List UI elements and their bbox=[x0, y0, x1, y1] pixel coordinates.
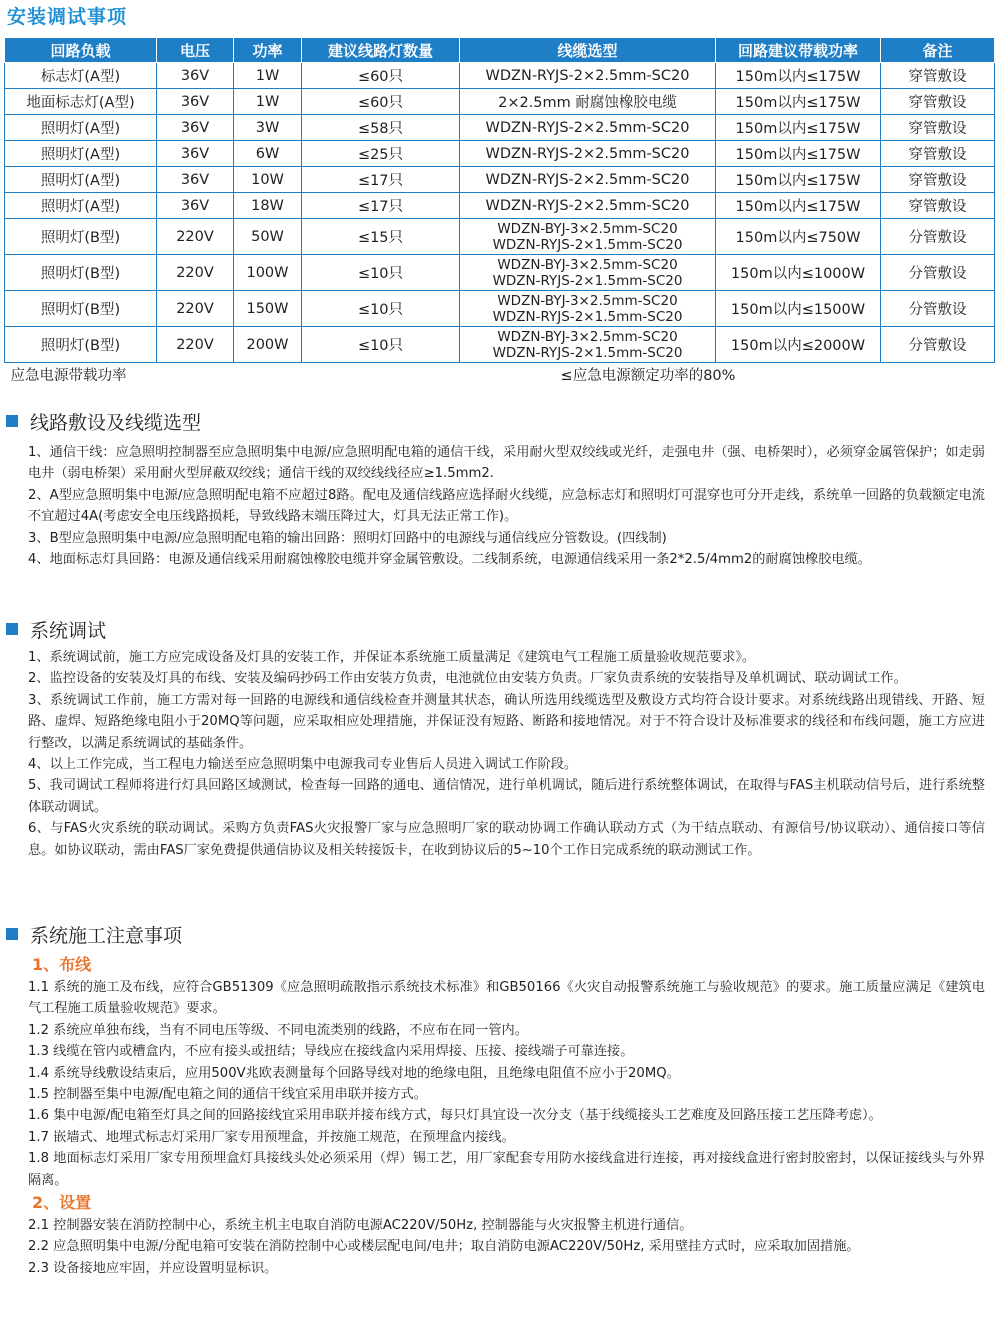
paragraph: 1.6 集中电源/配电箱至灯具之间的回路接线宜采用串联并接布线方式，每只灯具宜设一次分支（基于线缆接头工艺难度及回路压接工艺压降考虑）。 bbox=[28, 1108, 882, 1124]
cell-count: ≤17只 bbox=[302, 193, 460, 219]
header-load: 回路负载 bbox=[5, 38, 157, 63]
table-header-row bbox=[5, 38, 995, 63]
section-title: 系统调试 bbox=[30, 619, 107, 642]
cell-note: 分管敷设 bbox=[881, 291, 995, 327]
cell-count: ≤10只 bbox=[302, 327, 460, 363]
paragraph: 1.4 系统导线敷设结束后，应用500V兆欧表测量每个回路导线对地的绝缘电阻，且绝缘电阻值不应小于20MQ。 bbox=[28, 1065, 680, 1081]
square-bullet-icon bbox=[6, 623, 18, 635]
section-heading bbox=[6, 408, 991, 434]
cell-power: 150W bbox=[234, 291, 302, 327]
cable-line: WDZN-RYJS-2×2.5mm-SC20 bbox=[485, 119, 690, 136]
paragraph: 1.1 系统的施工及布线，应符合GB51309《应急照明疏散指示系统技术标准》和GB50166《火灾自动报警系统施工与验收规范》的要求。施工质量应满足《建筑电气工程施工质量验收规范》要求。 bbox=[28, 980, 985, 1017]
cell-note: 穿管敷设 bbox=[881, 89, 995, 115]
cell-voltage: 220V bbox=[157, 327, 234, 363]
cell-load: 照明灯(B型) bbox=[5, 327, 157, 363]
cell-rated: 150m以内≤175W bbox=[716, 63, 881, 89]
cable-line: WDZN-RYJS-2×1.5mm-SC20 bbox=[492, 344, 683, 361]
cell-power: 10W bbox=[234, 167, 302, 193]
cell-note: 分管敷设 bbox=[881, 327, 995, 363]
paragraph: 1.5 控制器至集中电源/配电箱之间的通信干线宜采用串联并接方式。 bbox=[28, 1087, 427, 1103]
paragraph: 1、系统调试前，施工方应完成设备及灯具的安装工作，并保证本系统施工质量满足《建筑电气工程施工质量验收规范要求》。 bbox=[28, 650, 756, 665]
paragraph: 6、与FAS火灾系统的联动调试。采购方负责FAS火灾报警厂家与应急照明厂家的联动协调工作确认联动方式（为干结点联动、有源信号/协议联动）、通信接口等信息。如协议联动，需由FAS厂家免费提供通信协议及相关转接饭卡，在收到协议后的5~10个工作日完成系统的联动测试工作。 bbox=[28, 821, 985, 858]
paragraph: 5、我司调试工程师将进行灯具回路区域测试，检查每一回路的通电、通信情况，进行单机调试，随后进行系统整体调试，在取得与FAS主机联动信号后，进行系统整体联动调试。 bbox=[28, 778, 985, 815]
cell-note: 分管敷设 bbox=[881, 255, 995, 291]
cell-load: 照明灯(B型) bbox=[5, 291, 157, 327]
subsection-title: 2、设置 bbox=[32, 1193, 92, 1213]
header-count: 建议线路灯数量 bbox=[302, 38, 460, 63]
cell-cable bbox=[460, 141, 716, 167]
cell-note: 分管敷设 bbox=[881, 219, 995, 255]
cable-line: WDZN-RYJS-2×2.5mm-SC20 bbox=[485, 171, 690, 188]
cell-rated: 150m以内≤175W bbox=[716, 89, 881, 115]
section-title: 线路敷设及线缆选型 bbox=[30, 411, 202, 434]
cell-load: 照明灯(A型) bbox=[5, 167, 157, 193]
cell-count: ≤60只 bbox=[302, 63, 460, 89]
cell-voltage: 36V bbox=[157, 193, 234, 219]
header-cable: 线缆选型 bbox=[460, 38, 716, 63]
cell-load: 标志灯(A型) bbox=[5, 63, 157, 89]
paragraph: 1.3 线缆在管内或槽盒内，不应有接头或扭结；导线应在接线盒内采用焊接、压接、接线端子可靠连接。 bbox=[28, 1044, 634, 1060]
cell-voltage: 220V bbox=[157, 291, 234, 327]
table-row bbox=[5, 141, 995, 167]
cell-load: 照明灯(A型) bbox=[5, 115, 157, 141]
table-row bbox=[5, 219, 995, 255]
cell-power: 100W bbox=[234, 255, 302, 291]
cell-cable bbox=[460, 167, 716, 193]
cell-rated: 150m以内≤175W bbox=[716, 167, 881, 193]
cell-cable bbox=[460, 115, 716, 141]
paragraph: 4、以上工作完成，当工程电力输送至应急照明集中电源我司专业售后人员进入调试工作阶段。 bbox=[28, 757, 578, 773]
cell-rated: 150m以内≤175W bbox=[716, 115, 881, 141]
paragraph: 2.3 设备接地应牢固，并应设置明显标识。 bbox=[28, 1260, 278, 1276]
cell-voltage: 220V bbox=[157, 219, 234, 255]
cell-note: 穿管敷设 bbox=[881, 115, 995, 141]
cell-note: 穿管敷设 bbox=[881, 193, 995, 219]
cell-rated: 150m以内≤1000W bbox=[716, 255, 881, 291]
cable-line: WDZN-RYJS-2×2.5mm-SC20 bbox=[485, 145, 690, 162]
cell-load: 照明灯(A型) bbox=[5, 193, 157, 219]
section-heading bbox=[6, 921, 991, 947]
cell-cable bbox=[460, 219, 716, 255]
cell-rated: 150m以内≤175W bbox=[716, 141, 881, 167]
cell-load: 照明灯(B型) bbox=[5, 219, 157, 255]
cell-cable bbox=[460, 327, 716, 363]
cell-note: 穿管敷设 bbox=[881, 141, 995, 167]
cell-count: ≤60只 bbox=[302, 89, 460, 115]
page-title: 安装调试事项 bbox=[7, 6, 128, 28]
spec-table bbox=[4, 37, 995, 385]
cable-line: 2×2.5mm 耐腐蚀橡胶电缆 bbox=[498, 95, 677, 111]
cell-count: ≤25只 bbox=[302, 141, 460, 167]
table-row bbox=[5, 63, 995, 89]
section-wiring bbox=[6, 408, 991, 570]
cell-voltage: 36V bbox=[157, 141, 234, 167]
table-row bbox=[5, 291, 995, 327]
table-row bbox=[5, 89, 995, 115]
cell-voltage: 36V bbox=[157, 167, 234, 193]
cable-line: WDZN-BYJ-3×2.5mm-SC20 bbox=[497, 220, 678, 237]
summary-row bbox=[5, 363, 995, 386]
cable-line: WDZN-RYJS-2×1.5mm-SC20 bbox=[492, 236, 683, 253]
paragraph: 2.1 控制器安装在消防控制中心，系统主机主电取自消防电源AC220V/50Hz, 控制器能与火灾报警主机进行通信。 bbox=[28, 1218, 693, 1234]
subsection-title: 1、布线 bbox=[32, 955, 92, 974]
square-bullet-icon bbox=[6, 928, 18, 940]
cell-count: ≤15只 bbox=[302, 219, 460, 255]
cell-rated: 150m以内≤2000W bbox=[716, 327, 881, 363]
table-row bbox=[5, 193, 995, 219]
cell-cable bbox=[460, 255, 716, 291]
table-row bbox=[5, 255, 995, 291]
cell-rated: 150m以内≤750W bbox=[716, 219, 881, 255]
cell-count: ≤58只 bbox=[302, 115, 460, 141]
section-title: 系统施工注意事项 bbox=[30, 924, 183, 947]
cell-power: 3W bbox=[234, 115, 302, 141]
paragraph: 1.2 系统应单独布线，当有不同电压等级、不同电流类别的线路，不应布在同一管内。 bbox=[28, 1022, 528, 1038]
section-construction bbox=[6, 921, 991, 1279]
paragraph: 1.8 地面标志灯采用厂家专用预埋盒灯具接线头处必须采用（焊）锡工艺，用厂家配套专用防水接线盒进行连接，再对接线盒进行密封胶密封，以保证接线头与外界隔离。 bbox=[28, 1151, 985, 1188]
cell-voltage: 36V bbox=[157, 63, 234, 89]
cell-rated: 150m以内≤175W bbox=[716, 193, 881, 219]
paragraph: 3、系统调试工作前，施工方需对每一回路的电源线和通信线检查并测量其状态，确认所选用线缆选型及敷设方式均符合设计要求。对系统线路出现错线、开路、短路、虚焊、短路绝缘电阻小于20MQ等问题，应采取相应处理措施，并保证没有短路、断路和接地情况。对于不符合设计及标准要求的线径和布线问题，施工方应进行整改，以满足系统调试的基础条件。 bbox=[28, 692, 985, 751]
cable-line: WDZN-BYJ-3×2.5mm-SC20 bbox=[497, 292, 678, 309]
paragraph: 3、B型应急照明集中电源/应急照明配电箱的输出回路：照明灯回路中的电源线与通信线应分管数设。(四线制) bbox=[28, 530, 667, 546]
cell-load: 照明灯(B型) bbox=[5, 255, 157, 291]
cell-cable bbox=[460, 63, 716, 89]
cell-power: 200W bbox=[234, 327, 302, 363]
cell-cable bbox=[460, 89, 716, 115]
cell-voltage: 36V bbox=[157, 115, 234, 141]
cell-rated: 150m以内≤1500W bbox=[716, 291, 881, 327]
summary-value: ≤应急电源额定功率的80% bbox=[560, 367, 736, 384]
cell-load: 地面标志灯(A型) bbox=[5, 89, 157, 115]
cell-voltage: 36V bbox=[157, 89, 234, 115]
paragraph: 1、通信干线：应急照明控制器至应急照明集中电源/应急照明配电箱的通信干线，采用耐火型双绞线或光纤，走强电井（强、电桥架时），必须穿金属管保护；如走弱电井（弱电桥架）采用耐火型屏蔽双绞线；通信干线的双绞线线径应≥1.5mm2. bbox=[28, 445, 985, 482]
table-row bbox=[5, 167, 995, 193]
header-power: 功率 bbox=[234, 38, 302, 63]
cell-voltage: 220V bbox=[157, 255, 234, 291]
table-row bbox=[5, 327, 995, 363]
cell-note: 穿管敷设 bbox=[881, 167, 995, 193]
cell-cable bbox=[460, 291, 716, 327]
paragraph: 2.2 应急照明集中电源/分配电箱可安装在消防控制中心或楼层配电间/电井；取自消防电源AC220V/50Hz, 采用壁挂方式时，应采取加固措施。 bbox=[28, 1239, 860, 1255]
paragraph: 2、监控设备的安装及灯具的布线、安装及编码抄码工作由安装方负责，电池就位由安装方负责。厂家负责系统的安装指导及单机调试、联动调试工作。 bbox=[28, 671, 907, 687]
section-debug bbox=[6, 616, 991, 861]
paragraph: 2、A型应急照明集中电源/应急照明配电箱不应超过8路。配电及通信线路应选择耐火线缆，应急标志灯和照明灯可混穿也可分开走线，系统单一回路的负载额定电流不宜超过4A(考虑安全电压线路损耗，导致线路末端压降过大，灯具无法正常工作)。 bbox=[28, 487, 985, 525]
cable-line: WDZN-RYJS-2×2.5mm-SC20 bbox=[485, 67, 690, 84]
table-body bbox=[5, 63, 995, 386]
section-heading bbox=[6, 616, 991, 642]
cell-note: 穿管敷设 bbox=[881, 63, 995, 89]
cell-power: 1W bbox=[234, 89, 302, 115]
cable-line: WDZN-RYJS-2×1.5mm-SC20 bbox=[492, 272, 683, 289]
cell-count: ≤10只 bbox=[302, 255, 460, 291]
paragraph: 4、地面标志灯具回路：电源及通信线采用耐腐蚀橡胶电缆并穿金属管敷设。二线制系统，电源通信线采用一条2*2.5/4mm2的耐腐蚀橡胶电缆。 bbox=[28, 552, 871, 568]
cell-cable bbox=[460, 193, 716, 219]
header-note: 备注 bbox=[881, 38, 995, 63]
cable-line: WDZN-BYJ-3×2.5mm-SC20 bbox=[497, 328, 678, 345]
table-row bbox=[5, 115, 995, 141]
cell-load: 照明灯(A型) bbox=[5, 141, 157, 167]
paragraph: 1.7 嵌墙式、地埋式标志灯采用厂家专用预埋盒，并按施工规范，在预埋盒内接线。 bbox=[28, 1129, 515, 1145]
cell-power: 18W bbox=[234, 193, 302, 219]
cell-count: ≤17只 bbox=[302, 167, 460, 193]
cell-power: 6W bbox=[234, 141, 302, 167]
cell-count: ≤10只 bbox=[302, 291, 460, 327]
cable-line: WDZN-RYJS-2×2.5mm-SC20 bbox=[485, 197, 690, 214]
header-voltage: 电压 bbox=[157, 38, 234, 63]
summary-label: 应急电源带载功率 bbox=[10, 367, 127, 384]
square-bullet-icon bbox=[6, 415, 18, 427]
cable-line: WDZN-RYJS-2×1.5mm-SC20 bbox=[492, 308, 683, 325]
header-rated: 回路建议带载功率 bbox=[716, 38, 881, 63]
cell-power: 50W bbox=[234, 219, 302, 255]
cell-power: 1W bbox=[234, 63, 302, 89]
cable-line: WDZN-BYJ-3×2.5mm-SC20 bbox=[497, 256, 678, 273]
